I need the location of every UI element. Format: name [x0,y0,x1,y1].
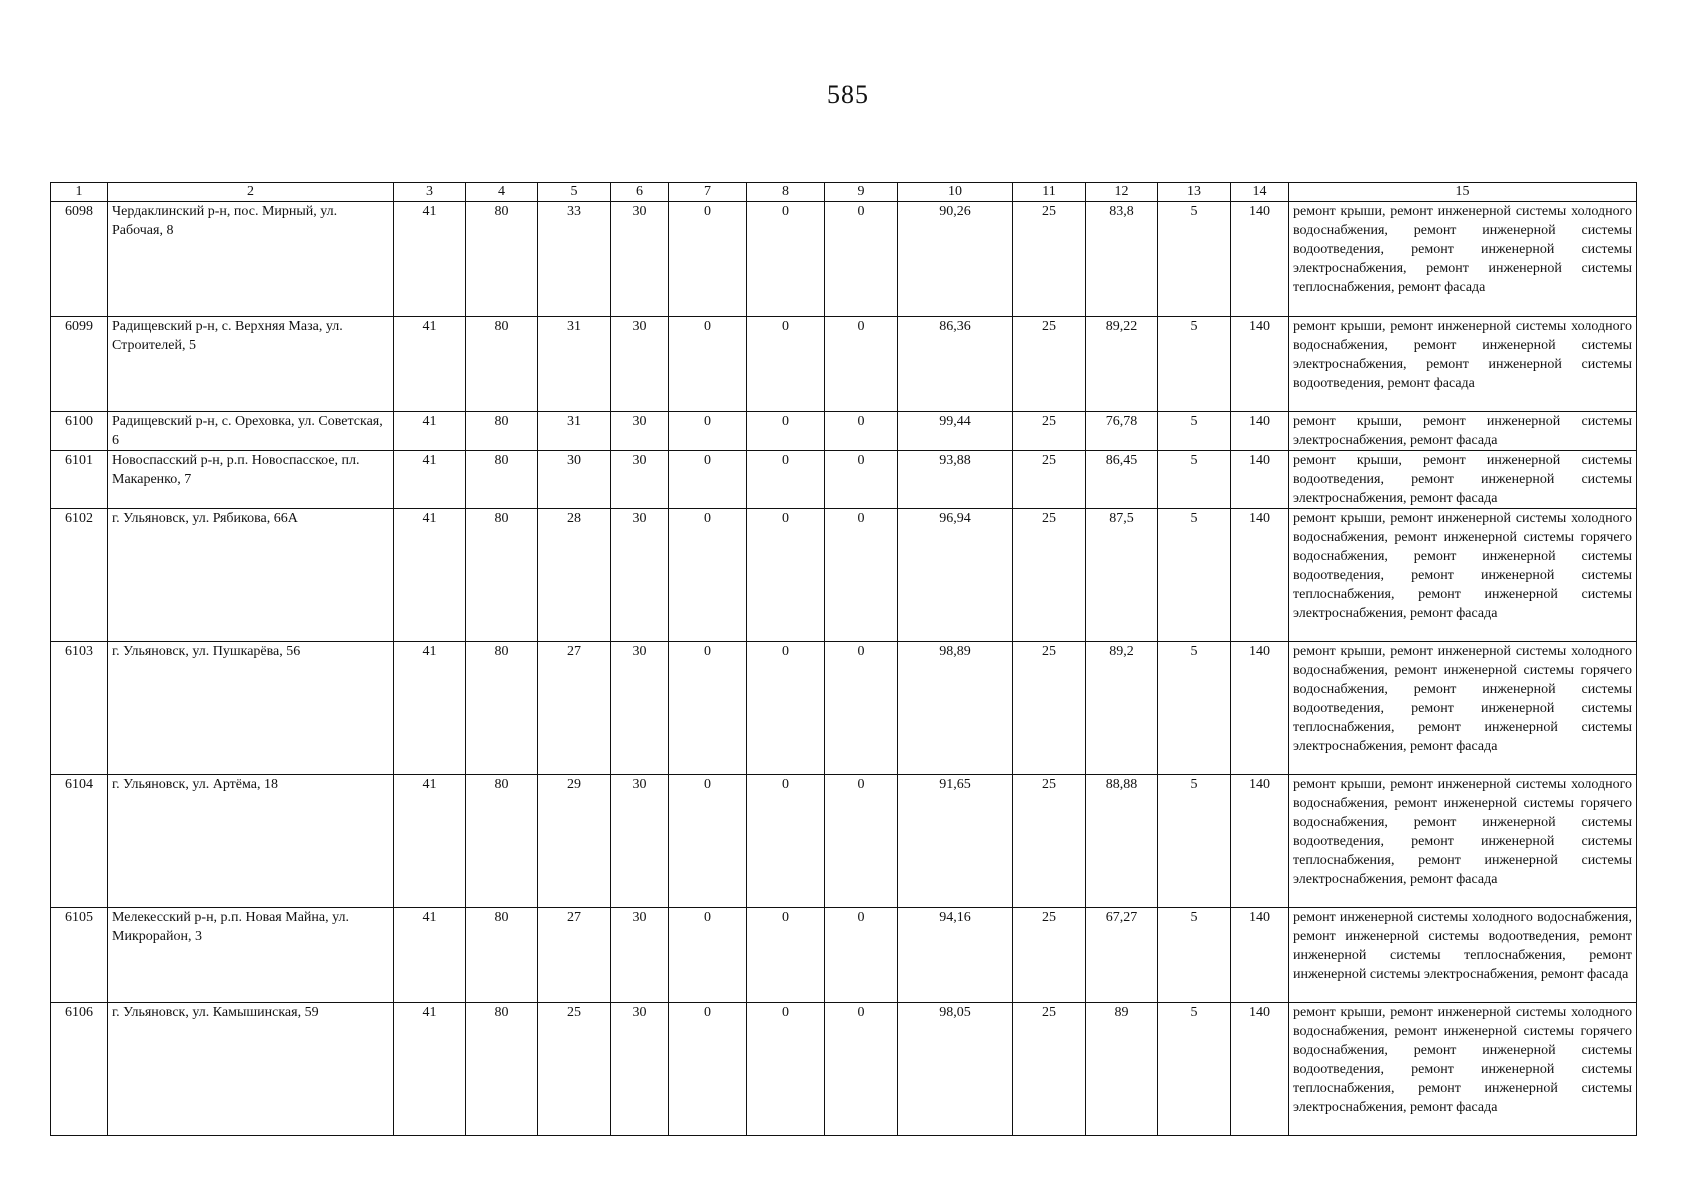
table-row [51,775,1637,908]
cell-c3: 41 [394,412,466,451]
cell-c6: 30 [611,908,669,1003]
cell-c14: 140 [1231,412,1289,451]
table-row [51,412,1637,451]
column-header: 13 [1158,183,1231,202]
column-header: 15 [1289,183,1637,202]
cell-c6: 30 [611,642,669,775]
cell-c11: 25 [1013,509,1086,642]
cell-c8: 0 [747,317,825,412]
cell-c4: 80 [466,412,538,451]
cell-c14: 140 [1231,509,1289,642]
cell-c9: 0 [825,202,898,317]
cell-c3: 41 [394,451,466,509]
cell-c11: 25 [1013,202,1086,317]
cell-c7: 0 [669,509,747,642]
cell-c9: 0 [825,642,898,775]
cell-c13: 5 [1158,202,1231,317]
cell-c7: 0 [669,412,747,451]
cell-c9: 0 [825,317,898,412]
cell-c14: 140 [1231,451,1289,509]
cell-c8: 0 [747,642,825,775]
page-number: 585 [827,80,869,109]
table-row [51,1003,1637,1136]
column-header: 6 [611,183,669,202]
cell-c6: 30 [611,412,669,451]
cell-c3: 41 [394,775,466,908]
cell-c14: 140 [1231,775,1289,908]
cell-c4: 80 [466,451,538,509]
cell-c11: 25 [1013,775,1086,908]
cell-works: ремонт крыши, ремонт инженерной системы электроснабжения, ремонт фасада [1289,412,1637,451]
cell-c6: 30 [611,509,669,642]
cell-id: 6103 [51,642,108,775]
column-header: 1 [51,183,108,202]
cell-c6: 30 [611,451,669,509]
cell-c7: 0 [669,1003,747,1136]
cell-c4: 80 [466,317,538,412]
cell-c10: 98,05 [898,1003,1013,1136]
cell-c4: 80 [466,1003,538,1136]
cell-c5: 33 [538,202,611,317]
column-header: 8 [747,183,825,202]
cell-works: ремонт инженерной системы холодного водоснабжения, ремонт инженерной системы водоотведения, ремонт инженерной системы теплоснабжения, ремонт инженерной системы электроснабжения, ремонт фасада [1289,908,1637,1003]
cell-c13: 5 [1158,775,1231,908]
cell-c10: 96,94 [898,509,1013,642]
cell-c5: 31 [538,317,611,412]
cell-c5: 27 [538,908,611,1003]
cell-address: г. Ульяновск, ул. Рябикова, 66А [108,509,394,642]
cell-c14: 140 [1231,908,1289,1003]
cell-address: Радищевский р-н, с. Верхняя Маза, ул. Строителей, 5 [108,317,394,412]
cell-c12: 87,5 [1086,509,1158,642]
cell-c7: 0 [669,202,747,317]
column-header: 11 [1013,183,1086,202]
cell-id: 6101 [51,451,108,509]
cell-c11: 25 [1013,1003,1086,1136]
cell-works: ремонт крыши, ремонт инженерной системы водоотведения, ремонт инженерной системы электроснабжения, ремонт фасада [1289,451,1637,509]
cell-c9: 0 [825,509,898,642]
cell-c8: 0 [747,509,825,642]
cell-c3: 41 [394,202,466,317]
cell-c7: 0 [669,908,747,1003]
cell-c12: 88,88 [1086,775,1158,908]
cell-c13: 5 [1158,1003,1231,1136]
cell-c10: 99,44 [898,412,1013,451]
cell-c6: 30 [611,1003,669,1136]
cell-c12: 89,22 [1086,317,1158,412]
cell-c6: 30 [611,775,669,908]
cell-c5: 30 [538,451,611,509]
cell-c4: 80 [466,642,538,775]
cell-c10: 86,36 [898,317,1013,412]
table-body [51,202,1637,1136]
cell-c8: 0 [747,775,825,908]
cell-c12: 67,27 [1086,908,1158,1003]
cell-c13: 5 [1158,642,1231,775]
cell-c4: 80 [466,775,538,908]
cell-c8: 0 [747,908,825,1003]
cell-id: 6102 [51,509,108,642]
table-row [51,908,1637,1003]
cell-address: Мелекесский р-н, р.п. Новая Майна, ул. Микрорайон, 3 [108,908,394,1003]
cell-c12: 89 [1086,1003,1158,1136]
cell-c14: 140 [1231,642,1289,775]
cell-id: 6100 [51,412,108,451]
table-row [51,317,1637,412]
cell-c8: 0 [747,1003,825,1136]
cell-c9: 0 [825,451,898,509]
cell-c5: 31 [538,412,611,451]
table-row [51,451,1637,509]
cell-c14: 140 [1231,202,1289,317]
cell-c14: 140 [1231,317,1289,412]
cell-c11: 25 [1013,451,1086,509]
cell-c13: 5 [1158,317,1231,412]
cell-c8: 0 [747,412,825,451]
cell-c13: 5 [1158,412,1231,451]
cell-c9: 0 [825,775,898,908]
cell-c12: 76,78 [1086,412,1158,451]
column-header: 14 [1231,183,1289,202]
cell-id: 6098 [51,202,108,317]
cell-c11: 25 [1013,908,1086,1003]
cell-c6: 30 [611,202,669,317]
cell-c12: 83,8 [1086,202,1158,317]
column-header: 7 [669,183,747,202]
cell-id: 6099 [51,317,108,412]
cell-c6: 30 [611,317,669,412]
cell-id: 6105 [51,908,108,1003]
cell-works: ремонт крыши, ремонт инженерной системы холодного водоснабжения, ремонт инженерной системы горячего водоснабжения, ремонт инженерной системы водоотведения, ремонт инженерной системы теплоснабжения, ремонт инженерной системы электроснабжения, ремонт фасада [1289,1003,1637,1136]
cell-address: Новоспасский р-н, р.п. Новоспасское, пл. Макаренко, 7 [108,451,394,509]
cell-id: 6104 [51,775,108,908]
cell-c7: 0 [669,317,747,412]
cell-address: г. Ульяновск, ул. Камышинская, 59 [108,1003,394,1136]
cell-c12: 86,45 [1086,451,1158,509]
cell-c10: 93,88 [898,451,1013,509]
cell-c3: 41 [394,317,466,412]
cell-c10: 94,16 [898,908,1013,1003]
table-row [51,509,1637,642]
cell-c9: 0 [825,1003,898,1136]
column-header: 3 [394,183,466,202]
table-row [51,642,1637,775]
cell-c11: 25 [1013,642,1086,775]
cell-works: ремонт крыши, ремонт инженерной системы холодного водоснабжения, ремонт инженерной системы горячего водоснабжения, ремонт инженерной системы водоотведения, ремонт инженерной системы теплоснабжения, ремонт инженерной системы электроснабжения, ремонт фасада [1289,642,1637,775]
column-header: 9 [825,183,898,202]
cell-c7: 0 [669,775,747,908]
column-header: 5 [538,183,611,202]
cell-c5: 25 [538,1003,611,1136]
cell-works: ремонт крыши, ремонт инженерной системы холодного водоснабжения, ремонт инженерной системы горячего водоснабжения, ремонт инженерной системы водоотведения, ремонт инженерной системы теплоснабжения, ремонт инженерной системы электроснабжения, ремонт фасада [1289,509,1637,642]
cell-c10: 98,89 [898,642,1013,775]
cell-c4: 80 [466,202,538,317]
cell-c8: 0 [747,202,825,317]
registry-table [50,182,1637,1136]
cell-works: ремонт крыши, ремонт инженерной системы холодного водоснабжения, ремонт инженерной системы водоотведения, ремонт инженерной системы электроснабжения, ремонт инженерной системы теплоснабжения, ремонт фасада [1289,202,1637,317]
cell-id: 6106 [51,1003,108,1136]
cell-c11: 25 [1013,412,1086,451]
cell-c11: 25 [1013,317,1086,412]
column-header: 4 [466,183,538,202]
cell-address: Чердаклинский р-н, пос. Мирный, ул. Рабочая, 8 [108,202,394,317]
cell-works: ремонт крыши, ремонт инженерной системы холодного водоснабжения, ремонт инженерной системы электроснабжения, ремонт инженерной системы водоотведения, ремонт фасада [1289,317,1637,412]
cell-c3: 41 [394,908,466,1003]
cell-c4: 80 [466,509,538,642]
cell-c7: 0 [669,451,747,509]
cell-c3: 41 [394,642,466,775]
cell-c14: 140 [1231,1003,1289,1136]
column-header: 12 [1086,183,1158,202]
cell-c3: 41 [394,509,466,642]
cell-c9: 0 [825,908,898,1003]
cell-c4: 80 [466,908,538,1003]
cell-address: г. Ульяновск, ул. Пушкарёва, 56 [108,642,394,775]
cell-c3: 41 [394,1003,466,1136]
cell-c7: 0 [669,642,747,775]
header-row [51,183,1637,202]
cell-c8: 0 [747,451,825,509]
column-header: 2 [108,183,394,202]
cell-c5: 27 [538,642,611,775]
cell-c13: 5 [1158,451,1231,509]
cell-c9: 0 [825,412,898,451]
cell-c10: 90,26 [898,202,1013,317]
cell-c12: 89,2 [1086,642,1158,775]
cell-works: ремонт крыши, ремонт инженерной системы холодного водоснабжения, ремонт инженерной системы горячего водоснабжения, ремонт инженерной системы водоотведения, ремонт инженерной системы теплоснабжения, ремонт инженерной системы электроснабжения, ремонт фасада [1289,775,1637,908]
table-row [51,202,1637,317]
cell-c5: 28 [538,509,611,642]
cell-c13: 5 [1158,908,1231,1003]
cell-address: г. Ульяновск, ул. Артёма, 18 [108,775,394,908]
cell-c10: 91,65 [898,775,1013,908]
cell-c13: 5 [1158,509,1231,642]
cell-address: Радищевский р-н, с. Ореховка, ул. Советская, 6 [108,412,394,451]
column-header: 10 [898,183,1013,202]
cell-c5: 29 [538,775,611,908]
